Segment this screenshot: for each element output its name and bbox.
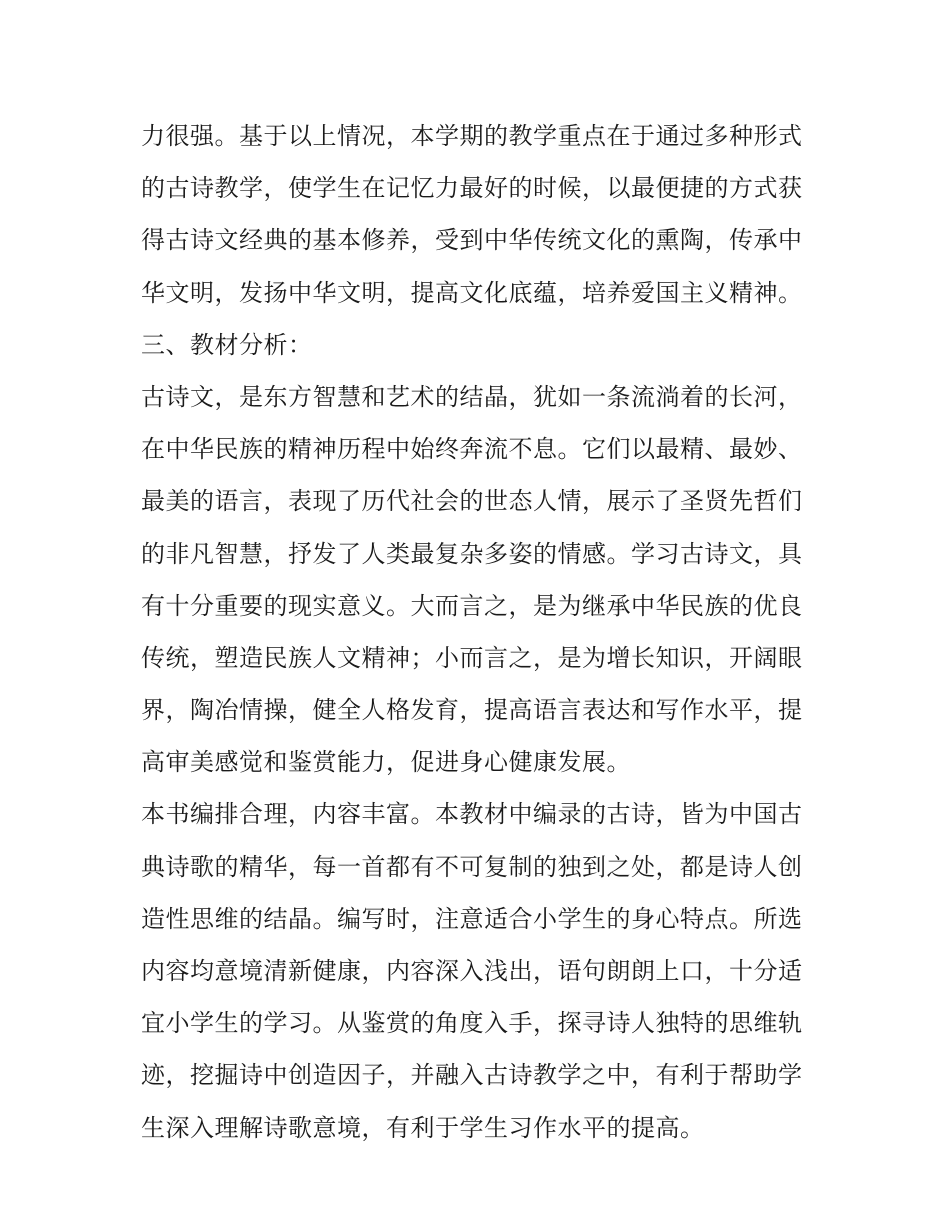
section-heading: 三、教材分析： xyxy=(141,330,313,359)
text-line: 宜小学生的学习。从鉴赏的角度入手，探寻诗人独特的思维轨 xyxy=(141,1009,803,1038)
text-line: 有十分重要的现实意义。大而言之，是为继承中华民族的优良 xyxy=(141,591,803,620)
text-line: 高审美感觉和鉴赏能力，促进身心健康发展。 xyxy=(141,748,631,777)
text-line: 古诗文，是东方智慧和艺术的结晶，犹如一条流淌着的长河， xyxy=(141,382,803,411)
text-line: 本书编排合理，内容丰富。本教材中编录的古诗，皆为中国古 xyxy=(141,800,803,829)
text-line: 界，陶冶情操，健全人格发育，提高语言表达和写作水平，提 xyxy=(141,696,803,725)
text-line: 造性思维的结晶。编写时，注意适合小学生的身心特点。所选 xyxy=(141,904,803,933)
text-line: 迹，挖掘诗中创造因子，并融入古诗教学之中，有利于帮助学 xyxy=(141,1061,803,1090)
text-line: 的非凡智慧，抒发了人类最复杂多姿的情感。学习古诗文，具 xyxy=(141,539,803,568)
text-line: 典诗歌的精华，每一首都有不可复制的独到之处，都是诗人创 xyxy=(141,852,803,881)
text-line: 力很强。基于以上情况，本学期的教学重点在于通过多种形式 xyxy=(141,122,803,150)
text-line: 得古诗文经典的基本修养，受到中华传统文化的熏陶，传承中 xyxy=(141,226,803,255)
text-line: 的古诗教学，使学生在记忆力最好的时候，以最便捷的方式获 xyxy=(141,174,803,203)
body-text xyxy=(141,110,821,1154)
text-line: 传统，塑造民族人文精神；小而言之，是为增长知识，开阔眼 xyxy=(141,643,803,672)
text-line: 最美的语言，表现了历代社会的世态人情，展示了圣贤先哲们 xyxy=(141,487,803,516)
text-line: 在中华民族的精神历程中始终奔流不息。它们以最精、最妙、 xyxy=(141,435,803,464)
text-line: 内容均意境清新健康，内容深入浅出，语句朗朗上口，十分适 xyxy=(141,957,803,985)
text-line: 华文明，发扬中华文明，提高文化底蕴，培养爱国主义精神。 xyxy=(141,278,803,307)
text-line: 生深入理解诗歌意境，有利于学生习作水平的提高。 xyxy=(141,1113,705,1142)
